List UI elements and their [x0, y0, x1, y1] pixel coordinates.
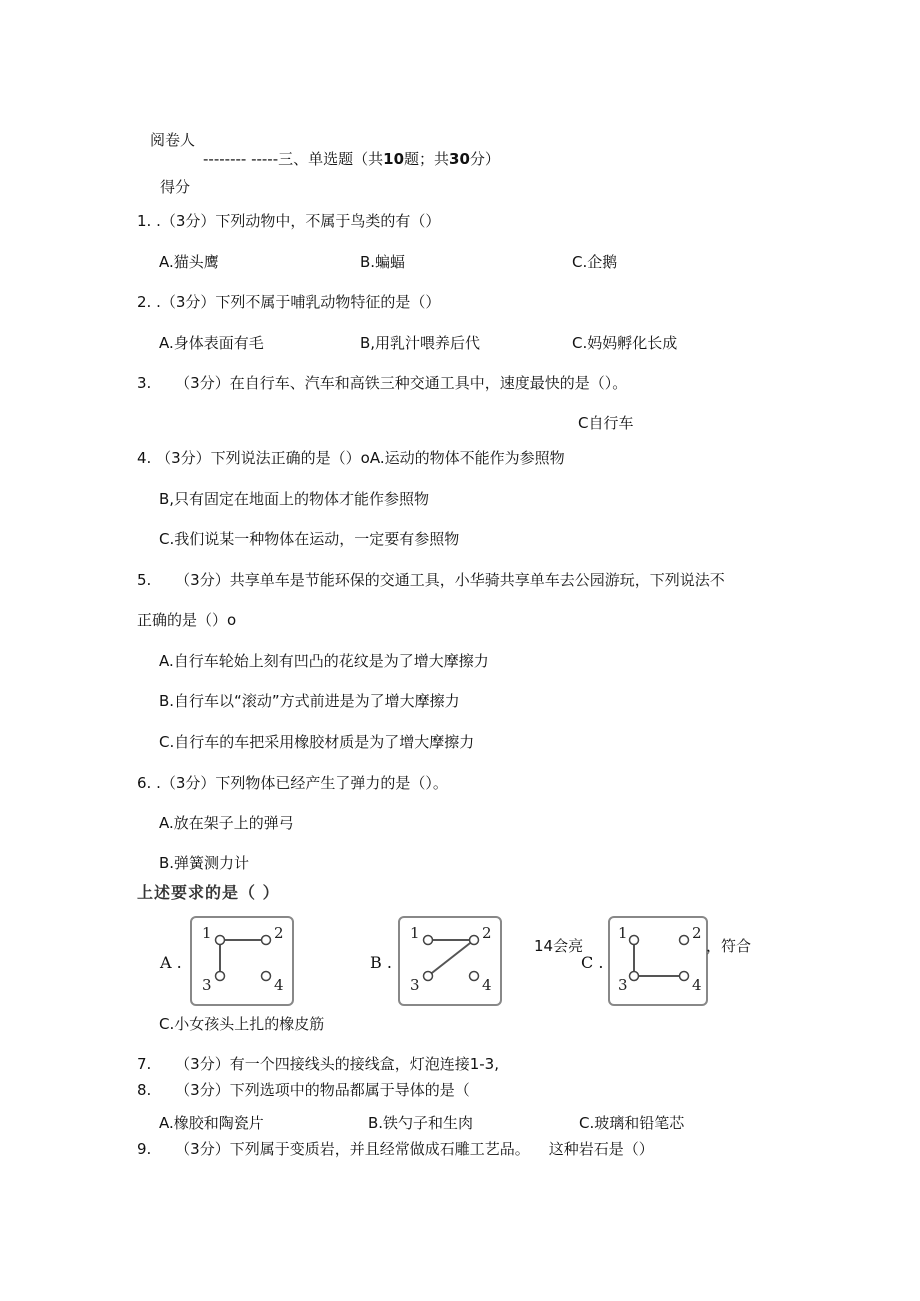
- q2-option-b: B,用乳汁喂养后代: [360, 334, 481, 352]
- question-text: （3分）下列属于变质岩，并且经常做成石雕工艺品。: [175, 1140, 530, 1158]
- question-number: 1.: [137, 212, 152, 230]
- q5-option-a: A.自行车轮始上刻有凹凸的花纹是为了增大摩擦力: [159, 652, 489, 670]
- terminal-4-label: 4: [692, 976, 702, 994]
- question-5: [137, 570, 725, 590]
- q8-option-b: B.铁勺子和生肉: [368, 1114, 474, 1132]
- q1-option-c: C.企鹅: [572, 253, 618, 271]
- figure-label-c: C .: [581, 953, 604, 972]
- figure-overlay-left: 14会亮: [534, 937, 584, 955]
- wiring-diagram-c: [608, 916, 708, 1006]
- question-text: .（3分）下列物体已经产生了弹力的是（）。: [156, 774, 448, 792]
- terminal-1-label: 1: [410, 924, 420, 942]
- q2-option-c: C.妈妈孵化长成: [572, 334, 678, 352]
- question-number: 6.: [137, 774, 152, 792]
- q6-option-a: A.放在架子上的弹弓: [159, 814, 294, 832]
- figure-label-b: B .: [370, 953, 392, 972]
- question-number: 4.: [137, 449, 152, 467]
- question-6: [137, 773, 448, 793]
- question-2: [137, 292, 440, 312]
- terminal-3-label: 3: [618, 976, 628, 994]
- section-heading: [203, 149, 500, 169]
- figure-overlay-right: ，符合: [706, 937, 752, 955]
- q8-option-c: C.玻璃和铅笔芯: [579, 1114, 685, 1132]
- question-3: [137, 373, 627, 393]
- question-number: 9.: [137, 1140, 152, 1158]
- terminal-1-label: 1: [618, 924, 628, 942]
- section-dashes: -------- -----: [203, 150, 279, 168]
- terminal-4-label: 4: [482, 976, 492, 994]
- terminal-2-label: 2: [692, 924, 702, 942]
- q4-option-b: B,只有固定在地面上的物体才能作参照物: [159, 490, 430, 508]
- question-7: [137, 1054, 499, 1074]
- q5-option-c: C.自行车的车把采用橡胶材质是为了增大摩擦力: [159, 733, 475, 751]
- terminal-1-label: 1: [202, 924, 212, 942]
- q6-option-b: B.弹簧测力计: [159, 854, 250, 872]
- terminal-4-label: 4: [274, 976, 284, 994]
- question-1: [137, 211, 440, 231]
- question-number: 3.: [137, 374, 152, 392]
- terminal-2-label: 2: [274, 924, 284, 942]
- q5-option-b: B.自行车以“滚动”方式前进是为了增大摩擦力: [159, 692, 460, 710]
- question-text: （3分）下列选项中的物品都属于导体的是（: [175, 1081, 470, 1099]
- question-8: [137, 1080, 470, 1100]
- wiring-diagram-b: [398, 916, 502, 1006]
- q2-option-a: A.身体表面有毛: [159, 334, 264, 352]
- section-title-c: 分）: [469, 150, 500, 168]
- section-points: 30: [449, 150, 470, 168]
- q6-option-c: C.小女孩头上扎的橡皮筋: [159, 1015, 325, 1033]
- question-number: 5.: [137, 571, 152, 589]
- question-text: （3分）有一个四接线头的接线盒，灯泡连接1-3,: [175, 1055, 499, 1073]
- question-text: （3分）共享单车是节能环保的交通工具，小华骑共享单车去公园游玩，下列说法不: [175, 571, 725, 589]
- question-9: [137, 1139, 654, 1159]
- grader-label: 阅卷人: [150, 131, 196, 149]
- question-number: 8.: [137, 1081, 152, 1099]
- q1-option-b: B.蝙蝠: [360, 253, 406, 271]
- q1-option-a: A.猫头鹰: [159, 253, 219, 271]
- terminal-2-label: 2: [482, 924, 492, 942]
- question-text: （3分）在自行车、汽车和高铁三种交通工具中，速度最快的是（）。: [175, 374, 628, 392]
- question-text: .（3分）下列不属于哺乳动物特征的是（）: [156, 293, 441, 311]
- question-text: .（3分）下列动物中，不属于鸟类的有（）: [156, 212, 441, 230]
- question-number: 2.: [137, 293, 152, 311]
- question-text-tail: 这种岩石是（）: [548, 1140, 654, 1158]
- question-5-continued: 正确的是（）o: [137, 611, 237, 629]
- figure-label-a: A .: [160, 953, 182, 972]
- question-4: [137, 448, 565, 468]
- question-number: 7.: [137, 1055, 152, 1073]
- score-label: 得分: [160, 178, 191, 196]
- q3-option-c: C自行车: [578, 414, 634, 432]
- section-title-a: 三、单选题（共: [278, 150, 384, 168]
- terminal-3-label: 3: [202, 976, 212, 994]
- q4-option-c: C.我们说某一种物体在运动，一定要有参照物: [159, 530, 460, 548]
- section-count: 10: [383, 150, 405, 168]
- figure-caption: 上述要求的是（ ）: [137, 883, 280, 902]
- wiring-diagram-a: [190, 916, 294, 1006]
- terminal-3-label: 3: [410, 976, 420, 994]
- question-text: （3分）下列说法正确的是（）oA.运动的物体不能作为参照物: [156, 449, 565, 467]
- section-title-b: 题；共: [404, 150, 450, 168]
- q8-option-a: A.橡胶和陶瓷片: [159, 1114, 264, 1132]
